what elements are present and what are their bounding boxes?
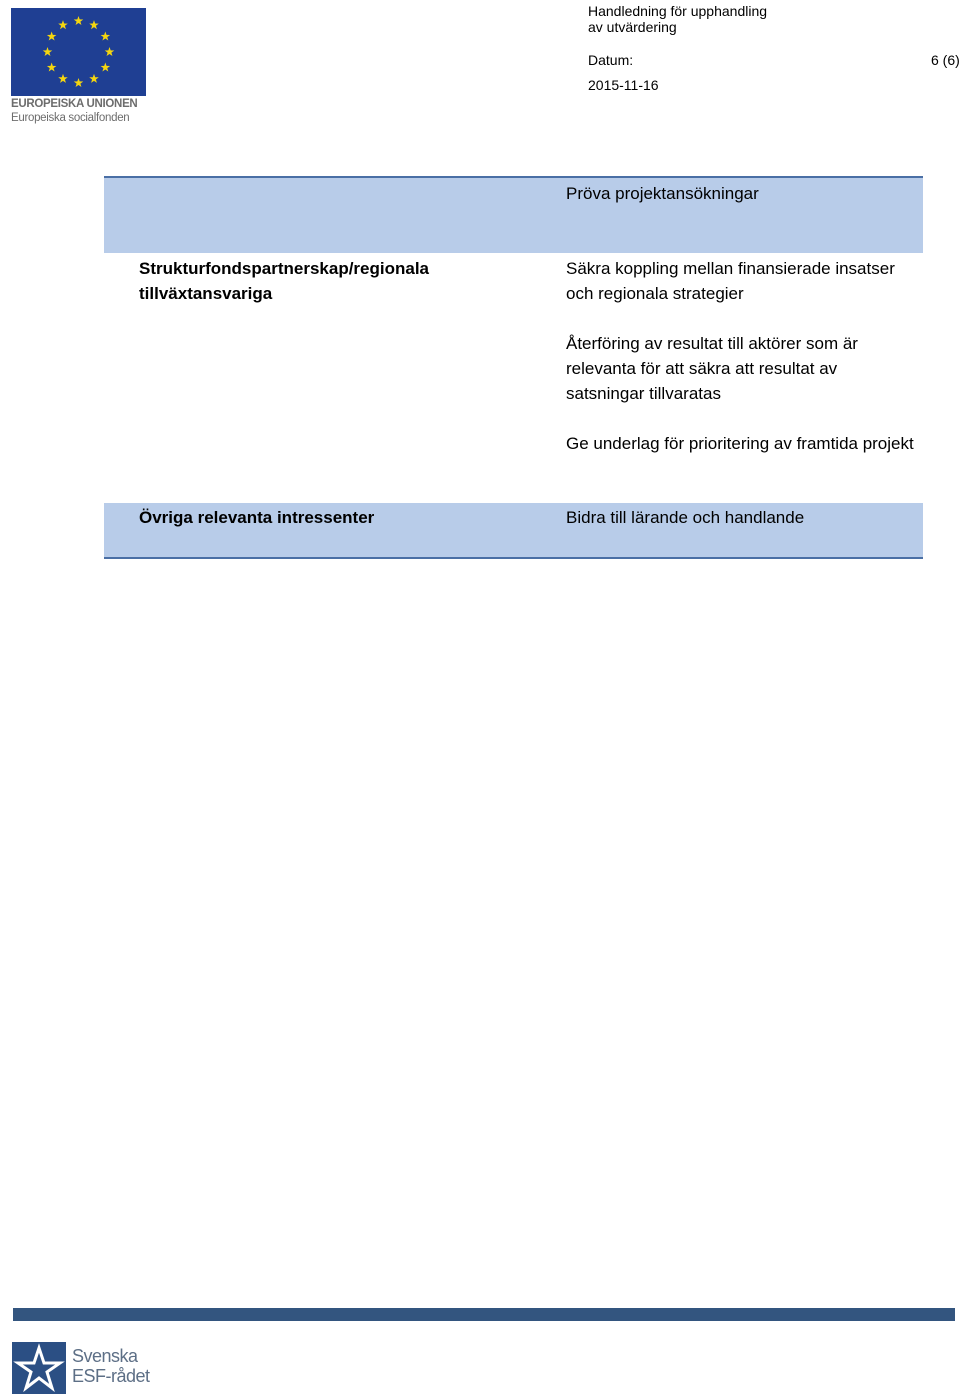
eu-logo-line2: Europeiska socialfonden: [11, 112, 130, 124]
table-cell-purpose: Återföring av resultat till aktörer som är relevanta för att säkra att resultat av satsningar tillvaratas: [566, 334, 858, 403]
document-title-line2: av utvärdering: [588, 19, 677, 35]
table-cell-purpose: Säkra koppling mellan finansierade insatser och regionala strategier: [566, 259, 895, 303]
table-cell-purpose: Bidra till lärande och handlande: [566, 508, 805, 527]
table-cell-stakeholder: Övriga relevanta intressenter: [139, 508, 375, 527]
esf-logo-line1: Svenska: [72, 1346, 138, 1366]
stakeholder-table: [104, 176, 923, 559]
table-cell-stakeholder: Strukturfondspartnerskap/regionala tillväxtansvariga: [139, 259, 430, 303]
esf-logo-line2: ESF-rådet: [72, 1366, 150, 1386]
datum-label: Datum:: [588, 52, 634, 68]
table-cell-purpose: Pröva projektansökningar: [566, 184, 759, 203]
esf-logo: [12, 1342, 152, 1398]
eu-flag-icon: [11, 8, 146, 96]
table-cell-purpose: Ge underlag för prioritering av framtida projekt: [566, 434, 914, 453]
eu-logo: [10, 8, 150, 128]
eu-logo-line1: EUROPEISKA UNIONEN: [11, 98, 138, 110]
table-bottom-rule: [104, 557, 923, 559]
document-title-line1: Handledning för upphandling: [588, 3, 768, 19]
document-date: 2015-11-16: [588, 77, 659, 93]
esf-star-icon: [12, 1342, 66, 1394]
page-number: 6 (6): [931, 52, 960, 68]
footer-bar: [13, 1308, 955, 1321]
